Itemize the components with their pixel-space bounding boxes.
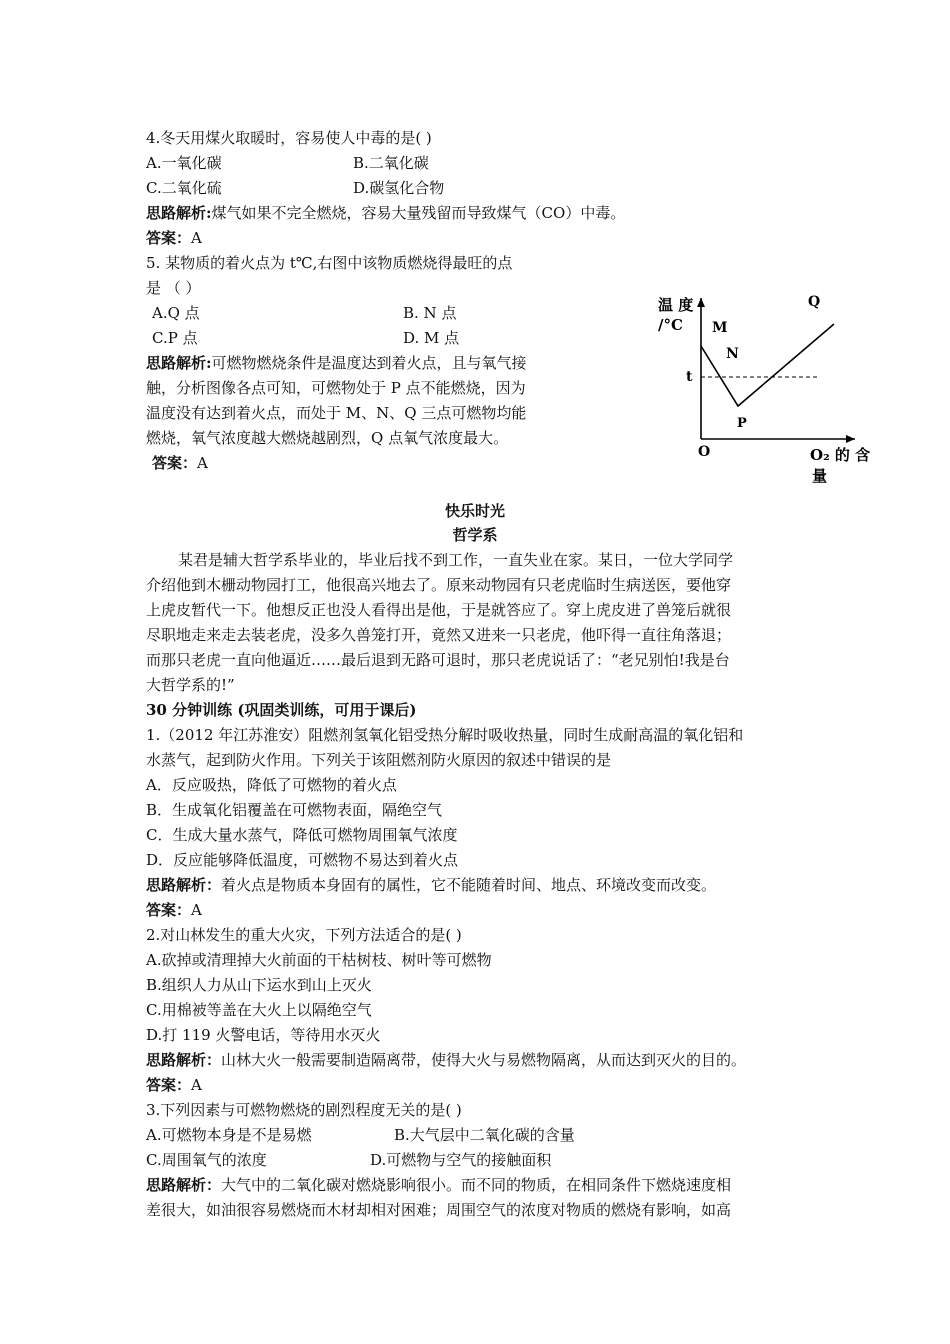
q5-question-line2: 是 （ ） bbox=[146, 279, 201, 297]
point-q-label: Q bbox=[808, 294, 821, 310]
answer-value: A bbox=[197, 454, 208, 472]
q4-option-c: C.二氧化硫 bbox=[146, 179, 222, 197]
q5-option-a: A.Q 点 bbox=[152, 304, 200, 322]
training-heading: 30 分钟训练 (巩固类训练，可用于课后) bbox=[146, 701, 417, 719]
joke-line3: 上虎皮暂代一下。他想反正也没人看得出是他，于是就答应了。穿上虎皮进了兽笼后就很 bbox=[146, 601, 732, 619]
temperature-curve bbox=[701, 324, 834, 406]
point-n-label: N bbox=[726, 346, 739, 362]
temperature-oxygen-graph bbox=[640, 280, 890, 490]
answer-label: 答案： bbox=[152, 454, 198, 472]
t3-option-a: A.可燃物本身是不是易燃 bbox=[146, 1126, 312, 1144]
t2-option-c: C.用棉被等盖在大火上以隔绝空气 bbox=[146, 1001, 372, 1019]
q5-option-c: C.P 点 bbox=[152, 329, 198, 347]
y-axis-label-1: 温 度 bbox=[658, 296, 694, 314]
t3-analysis-line2: 差很大，如油很容易燃烧而木材却相对困难；周围空气的浓度对物质的燃烧有影响，如高 bbox=[146, 1201, 732, 1219]
t1-analysis bbox=[146, 873, 716, 897]
y-axis-label-2: /°C bbox=[658, 316, 683, 334]
answer-value: A bbox=[191, 1076, 202, 1094]
analysis-text: 大气中的二氧化碳对燃烧影响很小。而不同的物质，在相同条件下燃烧速度相 bbox=[221, 1176, 732, 1194]
analysis-text: 着火点是物质本身固有的属性，它不能随着时间、地点、环境改变而改变。 bbox=[221, 876, 717, 894]
q5-answer bbox=[152, 451, 208, 475]
answer-label: 答案： bbox=[146, 229, 192, 247]
t2-question: 2.对山林发生的重大火灾，下列方法适合的是( ) bbox=[146, 926, 462, 944]
q4-option-b: B.二氧化碳 bbox=[353, 154, 429, 172]
joke-line1: 某君是辅大哲学系毕业的，毕业后找不到工作，一直失业在家。某日，一位大学同学 bbox=[178, 551, 734, 569]
t1-option-c: C．生成大量水蒸气，降低可燃物周围氧气浓度 bbox=[146, 826, 458, 844]
t-label: t bbox=[686, 369, 693, 385]
t3-option-d: D.可燃物与空气的接触面积 bbox=[370, 1151, 552, 1169]
joke-line6: 大哲学系的!” bbox=[146, 676, 235, 694]
q5-question-line1: 5. 某物质的着火点为 t℃,右图中该物质燃烧得最旺的点 bbox=[146, 254, 513, 272]
q5-analysis-line2: 触，分析图像各点可知，可燃物处于 P 点不能燃烧，因为 bbox=[146, 379, 526, 397]
answer-value: A bbox=[191, 229, 202, 247]
x-axis-label-2: 量 bbox=[812, 467, 828, 485]
analysis-text: 山林大火一般需要制造隔离带，使得大火与易燃物隔离，从而达到灭火的目的。 bbox=[221, 1051, 747, 1069]
section-title: 快乐时光 bbox=[444, 502, 505, 520]
point-p-label: P bbox=[737, 416, 747, 431]
t2-option-d: D.打 119 火警电话，等待用水灭火 bbox=[146, 1026, 381, 1044]
t1-question-line2: 水蒸气，起到防火作用。下列关于该阻燃剂防火原因的叙述中错误的是 bbox=[146, 751, 612, 769]
analysis-label: 思路解析: bbox=[146, 354, 212, 372]
analysis-text: 可燃物燃烧条件是温度达到着火点，且与氧气接 bbox=[211, 354, 527, 372]
q5-analysis-line4: 燃烧，氧气浓度越大燃烧越剧烈，Q 点氧气浓度最大。 bbox=[146, 429, 509, 447]
joke-title: 哲学系 bbox=[452, 526, 498, 544]
joke-line2: 介绍他到木栅动物园打工，他很高兴地去了。原来动物园有只老虎临时生病送医，要他穿 bbox=[146, 576, 732, 594]
x-axis-label-1: O₂ 的 含 bbox=[810, 446, 871, 464]
origin-label: O bbox=[698, 444, 711, 460]
point-m-label: M bbox=[712, 320, 728, 336]
answer-label: 答案： bbox=[146, 901, 192, 919]
t3-analysis-line1 bbox=[146, 1173, 731, 1197]
t3-option-b: B.大气层中二氧化碳的含量 bbox=[394, 1126, 575, 1144]
analysis-label: 思路解析: bbox=[146, 204, 212, 222]
t1-option-d: D．反应能够降低温度，可燃物不易达到着火点 bbox=[146, 851, 459, 869]
joke-line5: 而那只老虎一直向他逼近……最后退到无路可退时，那只老虎说话了：“老兄别怕!我是台 bbox=[146, 651, 730, 669]
analysis-text: 煤气如果不完全燃烧，容易大量残留而导致煤气（CO）中毒。 bbox=[211, 204, 626, 222]
q4-analysis bbox=[146, 201, 625, 225]
t2-option-a: A.砍掉或清理掉大火前面的干枯树枝、树叶等可燃物 bbox=[146, 951, 492, 969]
t1-answer bbox=[146, 898, 202, 922]
q4-option-a: A.一氧化碳 bbox=[146, 154, 222, 172]
q5-option-b: B. N 点 bbox=[403, 304, 457, 322]
q4-question: 4.冬天用煤火取暖时，容易使人中毒的是( ) bbox=[146, 129, 432, 147]
q5-analysis-line1 bbox=[146, 351, 527, 375]
t2-answer bbox=[146, 1073, 202, 1097]
answer-label: 答案： bbox=[146, 1076, 192, 1094]
q4-answer bbox=[146, 226, 202, 250]
analysis-label: 思路解析： bbox=[146, 1051, 222, 1069]
q5-analysis-line3: 温度没有达到着火点，而处于 M、N、Q 三点可燃物均能 bbox=[146, 404, 527, 422]
t3-question: 3.下列因素与可燃物燃烧的剧烈程度无关的是( ) bbox=[146, 1101, 462, 1119]
t1-option-b: B．生成氧化铝覆盖在可燃物表面，隔绝空气 bbox=[146, 801, 443, 819]
joke-line4: 尽职地走来走去装老虎，没多久兽笼打开，竟然又进来一只老虎，他吓得一直往角落退； bbox=[146, 626, 732, 644]
t3-option-c: C.周围氧气的浓度 bbox=[146, 1151, 267, 1169]
analysis-label: 思路解析： bbox=[146, 1176, 222, 1194]
answer-value: A bbox=[191, 901, 202, 919]
t1-option-a: A．反应吸热，降低了可燃物的着火点 bbox=[146, 776, 397, 794]
t2-analysis bbox=[146, 1048, 746, 1072]
analysis-label: 思路解析： bbox=[146, 876, 222, 894]
t2-option-b: B.组织人力从山下运水到山上灭火 bbox=[146, 976, 372, 994]
t1-question-line1: 1.（2012 年江苏淮安）阻燃剂氢氧化铝受热分解时吸收热量，同时生成耐高温的氧化铝和 bbox=[146, 726, 744, 744]
q5-option-d: D. M 点 bbox=[403, 329, 460, 347]
q4-option-d: D.碳氢化合物 bbox=[353, 179, 445, 197]
